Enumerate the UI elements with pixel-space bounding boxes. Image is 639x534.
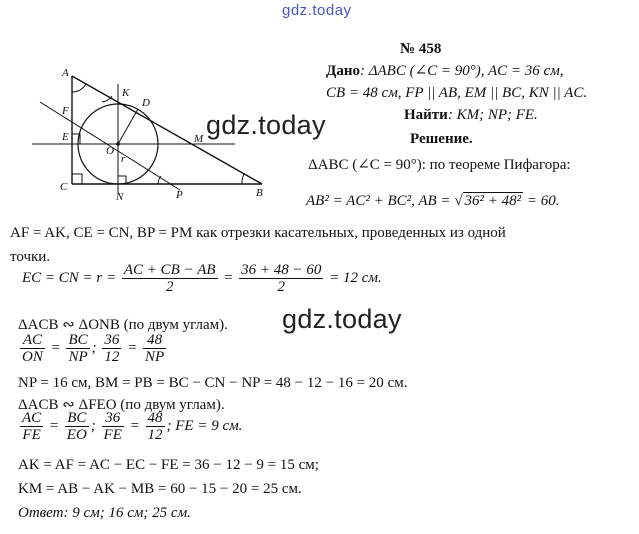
- label-m: M: [194, 133, 204, 145]
- km-line: KM = AB − AK − MB = 60 − 15 − 20 = 25 см.: [18, 481, 302, 497]
- solution-line-1: ΔABC (∠C = 90°): по теореме Пифагора:: [308, 157, 571, 173]
- similarity-1-fractions: $\frac{AC}{ON}$ = $\frac{BC}{NP}$ ; $\frac{36}{12}$ = $\frac{48}{NP}$: [22, 332, 165, 365]
- ak-line: AK = AF = AC − EC − FE = 36 − 12 − 9 = 15 см;: [18, 457, 319, 473]
- np-line: NP = 16 см, BM = PB = BC − CN − NP = 48 − 12 − 16 = 20 см.: [18, 375, 408, 391]
- label-e: E: [62, 131, 69, 143]
- label-d: D: [142, 97, 150, 109]
- label-f: F: [62, 105, 69, 117]
- tangent-line-1: AF = AK, CE = CN, BP = PM как отрезки касательных, проведенных из одной: [10, 225, 506, 241]
- watermark-top: gdz.today: [282, 2, 352, 19]
- given-line-2: CB = 48 см, FP || AB, EM || BC, KN || AC.: [326, 85, 588, 101]
- similarity-2-fractions: $\frac{AC}{FE}$ = $\frac{BC}{EO}$ ; $\frac{36}{FE}$ = $\frac{48}{12}$ ; FE = 9 см.: [22, 410, 243, 443]
- answer-line: Ответ: 9 см; 16 см; 25 см.: [18, 505, 191, 521]
- problem-number: № 458: [400, 41, 442, 57]
- label-b: B: [256, 187, 263, 199]
- right-angle-n: [118, 176, 126, 184]
- right-angle-c: [72, 174, 82, 184]
- radius-formula: EC = CN = r = $\frac{AC + CB - AB}{2}$ = $\frac{36 + 48 - 60}{2}$ = 12 см.: [22, 262, 382, 295]
- radius-od: [118, 109, 138, 144]
- tangent-line-2: точки.: [10, 249, 51, 265]
- pythagoras-line: AB² = AC² + BC², AB = √ 36² + 48² = 60.: [306, 193, 560, 209]
- find-line: Найти: KM; NP; FE.: [404, 107, 538, 123]
- label-n: N: [116, 191, 124, 202]
- label-r: r: [121, 153, 126, 165]
- answer-label: Ответ: [18, 505, 64, 521]
- find-label: Найти: [404, 107, 448, 123]
- label-k: K: [122, 87, 130, 99]
- watermark-mid: gdz.today: [206, 110, 326, 140]
- label-a: A: [62, 67, 69, 79]
- angle-arc-a: [72, 84, 86, 92]
- angle-arc-b: [242, 174, 244, 184]
- similarity-2-line: ΔACB ∾ ΔFEO (по двум углам).: [18, 397, 225, 413]
- watermark-low: gdz.today: [282, 304, 402, 334]
- label-o: O: [106, 145, 114, 157]
- label-c: C: [60, 181, 68, 193]
- sqrt-radicand: 36² + 48²: [464, 193, 522, 209]
- similarity-1-line: ΔACB ∾ ΔONB (по двум углам).: [18, 317, 228, 333]
- solution-label: Решение.: [410, 131, 473, 147]
- angle-arc-k: [102, 96, 112, 102]
- label-p: P: [176, 189, 183, 201]
- given-line-1: Дано: ΔABC (∠C = 90°), AC = 36 см,: [326, 63, 564, 79]
- given-label: Дано: [326, 63, 360, 79]
